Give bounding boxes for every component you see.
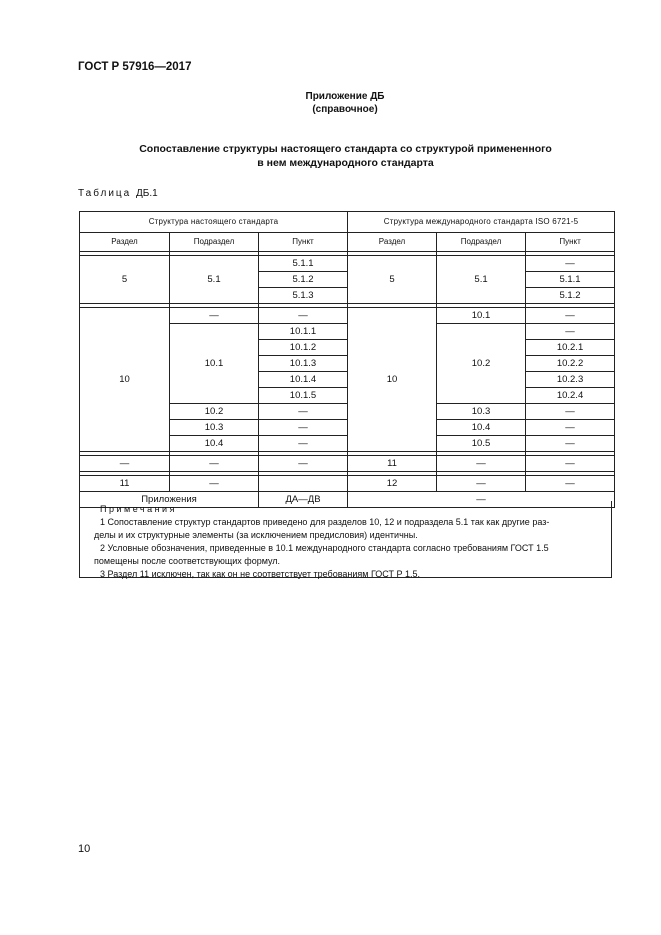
table-cell: — <box>259 436 348 452</box>
table-cell: 10.4 <box>170 436 259 452</box>
table-cell: 5.1.1 <box>526 272 615 288</box>
table-cell: — <box>526 476 615 492</box>
appendix-value: ДА—ДВ <box>259 492 348 508</box>
table-cell: — <box>348 492 615 508</box>
table-cell: 10.1.2 <box>259 340 348 356</box>
caption-word: Таблица <box>78 188 132 199</box>
table-cell: 10.2.4 <box>526 388 615 404</box>
document-code: ГОСТ Р 57916—2017 <box>78 61 192 73</box>
table-cell: 10.2.3 <box>526 372 615 388</box>
table-cell: — <box>170 456 259 472</box>
annex-subtitle: (справочное) <box>312 104 378 115</box>
table-cell: — <box>170 308 259 324</box>
section-heading <box>78 142 613 170</box>
table-cell: 5 <box>80 256 170 304</box>
header-row-columns <box>80 233 615 252</box>
table-row <box>80 456 615 472</box>
note-1-line-2: делы и их структурные элементы (за исключением предисловия) идентичны. <box>94 530 418 540</box>
col-subsection: Подраздел <box>170 233 259 252</box>
appendix-label: Приложения <box>80 492 259 508</box>
table-cell: 11 <box>80 476 170 492</box>
note-3: 3 Раздел 11 исключен, так как он не соответствует требованиям ГОСТ Р 1.5. <box>100 569 421 579</box>
table-cell: 10.4 <box>437 420 526 436</box>
header-row-groups <box>80 212 615 233</box>
table-cell: — <box>526 308 615 324</box>
table-cell: 10.3 <box>437 404 526 420</box>
table-cell: 5.1.3 <box>259 288 348 304</box>
table-cell: 5.1.2 <box>259 272 348 288</box>
table-cell: — <box>526 436 615 452</box>
table-cell: 10.1.5 <box>259 388 348 404</box>
col-item: Пункт <box>259 233 348 252</box>
table-cell: 5.1 <box>170 256 259 304</box>
table-cell: — <box>526 420 615 436</box>
table-cell <box>259 476 348 492</box>
table-cell: — <box>526 324 615 340</box>
heading-line-2: в нем международного стандарта <box>257 157 434 169</box>
col-section: Раздел <box>80 233 170 252</box>
comparison-table <box>79 211 615 508</box>
table-cell: 10.1 <box>170 324 259 404</box>
notes-heading: Примечания <box>100 504 177 514</box>
col-subsection: Подраздел <box>437 233 526 252</box>
table-cell: — <box>526 404 615 420</box>
table-cell: 10 <box>80 308 170 452</box>
page-number: 10 <box>78 843 91 855</box>
notes-box <box>79 501 612 578</box>
table-cell: — <box>259 420 348 436</box>
col-item: Пункт <box>526 233 615 252</box>
note-2-line-2: помещены после соответствующих формул. <box>94 556 281 566</box>
annex-title: Приложение ДБ <box>305 91 385 102</box>
table-cell: 10.5 <box>437 436 526 452</box>
table-cell: — <box>80 456 170 472</box>
table-cell: — <box>259 456 348 472</box>
header-right: Структура международного стандарта ISO 6721-5 <box>348 212 615 233</box>
table-cell: 10.1.1 <box>259 324 348 340</box>
table-cell: 10.2.2 <box>526 356 615 372</box>
table-cell: 10.1 <box>437 308 526 324</box>
table-cell: 10.3 <box>170 420 259 436</box>
table-row <box>80 308 615 324</box>
table-cell: — <box>437 476 526 492</box>
table-cell: — <box>259 404 348 420</box>
table-cell: 10 <box>348 308 437 452</box>
table-cell: 10.1.4 <box>259 372 348 388</box>
table-row <box>80 256 615 272</box>
table-cell: 10.1.3 <box>259 356 348 372</box>
table-cell: 12 <box>348 476 437 492</box>
table-cell: — <box>526 456 615 472</box>
table-cell: 10.2.1 <box>526 340 615 356</box>
table-row <box>80 476 615 492</box>
table-cell: 5.1 <box>437 256 526 304</box>
table-cell: 5.1.1 <box>259 256 348 272</box>
col-section: Раздел <box>348 233 437 252</box>
note-1-line-1: 1 Сопоставление структур стандартов приведено для разделов 10, 12 и подраздела 5.1 так как другие раз- <box>100 517 550 527</box>
table-cell: — <box>526 256 615 272</box>
table-cell: 5.1.2 <box>526 288 615 304</box>
header-left: Структура настоящего стандарта <box>80 212 348 233</box>
table-cell: 10.2 <box>437 324 526 404</box>
table-caption <box>78 188 158 199</box>
table-cell: — <box>170 476 259 492</box>
table-cell: — <box>437 456 526 472</box>
table-cell: — <box>259 308 348 324</box>
heading-line-1: Сопоставление структуры настоящего стандарта со структурой примененного <box>139 143 552 155</box>
table-cell: 11 <box>348 456 437 472</box>
note-2-line-1: 2 Условные обозначения, приведенные в 10.1 международного стандарта согласно требованиям ГОСТ 1.5 <box>100 543 549 553</box>
caption-number: ДБ.1 <box>136 188 158 199</box>
table-cell: 10.2 <box>170 404 259 420</box>
table-cell: 5 <box>348 256 437 304</box>
